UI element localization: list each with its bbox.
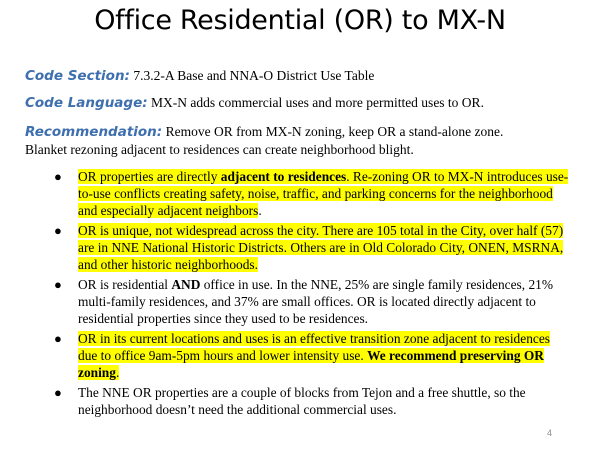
code-language-value: MX-N adds commercial uses and more permitted uses to OR. (151, 95, 484, 110)
bullet-item (54, 222, 572, 273)
bullet-1-text-b: adjacent to residences (220, 169, 347, 184)
bullet-3-text-c: office in use. In the NNE, 25% are single family residences, 21% multi-family residences, and 37% are small offices. OR is located directly adjacent to residential properties since they used to be residences. (78, 277, 554, 326)
code-language-row (25, 94, 484, 112)
bullet-4-text-a: OR in its current locations and uses is an effective transition zone adjacent to residences due to office 9am-5pm hours and lower intensity use. (78, 331, 550, 363)
bullet-dot: ● (54, 385, 62, 400)
recommendation-row (25, 123, 585, 158)
bullet-dot: ● (54, 331, 62, 346)
code-section-label: Code Section: (25, 68, 130, 84)
code-section-value: 7.3.2-A Base and NNA-O District Use Table (133, 68, 375, 83)
page-number: 4 (547, 428, 553, 438)
bullet-item (54, 384, 572, 418)
recommendation-line2: Blanket rezoning adjacent to residences can create neighborhood blight. (25, 142, 414, 157)
bullet-3-text-b: AND (171, 277, 201, 292)
bullet-2-text: OR is unique, not widespread across the city. There are 105 total in the City, over half (57) are in NNE National Historic Districts. Others are in Old Colorado City, ONEN, MSRNA, and other historic neighborhoods. (78, 223, 564, 272)
bullet-5-text: The NNE OR properties are a couple of blocks from Tejon and a free shuttle, so the neighborhood doesn’t need the additional commercial uses. (78, 385, 526, 417)
bullet-dot: ● (54, 223, 62, 238)
bullet-1-text-a: OR properties are directly (78, 169, 221, 184)
bullet-4-text-b: We recommend preserving OR zoning (78, 348, 544, 380)
code-language-label: Code Language: (25, 95, 148, 111)
recommendation-line1: Remove OR from MX-N zoning, keep OR a stand-alone zone. (165, 124, 504, 139)
bullet-1-text-d: . (258, 203, 262, 218)
bullet-item (54, 168, 572, 219)
code-section-row (25, 67, 374, 85)
recommendation-label: Recommendation: (25, 124, 163, 140)
bullet-item (54, 330, 572, 381)
bullet-item (54, 276, 572, 327)
bullet-3-text-a: OR is residential (78, 277, 172, 292)
bullet-1-text-c: . Re-zoning OR to MX-N introduces use-to-use conflicts creating safety, noise, traffic, and parking concerns for the neighborhood and especially adjacent neighbors (78, 169, 569, 218)
bullet-dot: ● (54, 169, 62, 184)
bullet-4-text-c: . (115, 365, 120, 380)
slide-title: Office Residential (OR) to MX-N (94, 5, 506, 36)
bullet-list (54, 168, 572, 421)
bullet-dot: ● (54, 277, 62, 292)
